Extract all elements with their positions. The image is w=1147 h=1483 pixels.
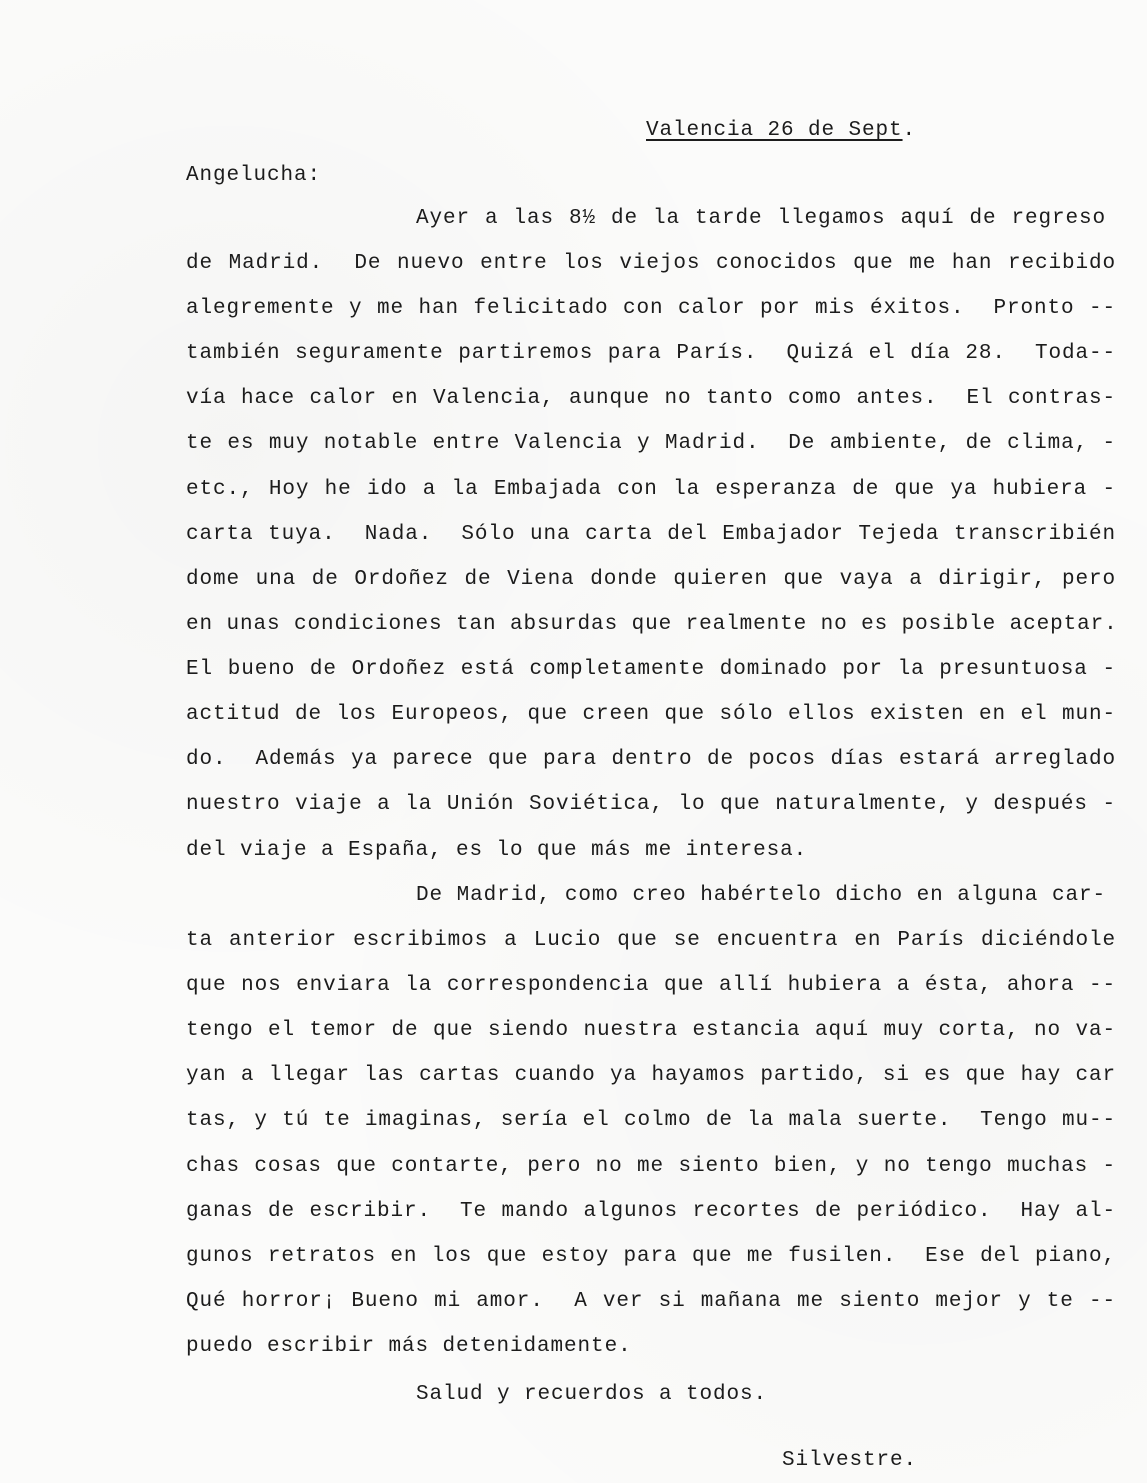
body-line: carta tuya. Nada. Sólo una carta del Embajador Tejeda transcribién [186, 523, 1116, 546]
body-line: ganas de escribir. Te mando algunos recortes de periódico. Hay al- [186, 1200, 1116, 1223]
body-line: ta anterior escribimos a Lucio que se encuentra en París diciéndole [186, 929, 1116, 952]
body-line: del viaje a España, es lo que más me interesa. [186, 839, 808, 862]
body-line: que nos enviara la correspondencia que allí hubiera a ésta, ahora -- [186, 974, 1116, 997]
body-line: Qué horror¡ Bueno mi amor. A ver si mañana me siento mejor y te -- [186, 1290, 1116, 1313]
body-line: do. Además ya parece que para dentro de pocos días estará arreglado [186, 748, 1116, 771]
date-place: Valencia 26 de Sept [646, 119, 903, 142]
body-line: en unas condiciones tan absurdas que realmente no es posible aceptar. [186, 613, 1118, 636]
body-line: tas, y tú te imaginas, sería el colmo de la mala suerte. Tengo mu-- [186, 1109, 1116, 1132]
body-line: yan a llegar las cartas cuando ya hayamos partido, si es que hay car [186, 1064, 1116, 1087]
body-line: dome una de Ordoñez de Viena donde quieren que vaya a dirigir, pero [186, 568, 1116, 591]
body-line: El bueno de Ordoñez está completamente dominado por la presuntuosa - [186, 658, 1116, 681]
body-line: actitud de los Europeos, que creen que sólo ellos existen en el mun- [186, 703, 1116, 726]
body-line: tengo el temor de que siendo nuestra estancia aquí muy corta, no va- [186, 1019, 1116, 1042]
body-line: te es muy notable entre Valencia y Madrid. De ambiente, de clima, - [186, 432, 1116, 455]
body-line: de Madrid. De nuevo entre los viejos conocidos que me han recibido [186, 252, 1116, 275]
body-line: alegremente y me han felicitado con calor por mis éxitos. Pronto -- [186, 297, 1116, 320]
body-line: etc., Hoy he ido a la Embajada con la esperanza de que ya hubiera - [186, 478, 1116, 501]
body-line: puedo escribir más detenidamente. [186, 1335, 632, 1358]
letter-date [646, 118, 916, 144]
date-period: . [902, 119, 917, 142]
body-line: también seguramente partiremos para París. Quizá el día 28. Toda-- [186, 342, 1116, 365]
salutation: Angelucha: [186, 164, 322, 187]
body-line: gunos retratos en los que estoy para que me fusilen. Ese del piano, [186, 1245, 1116, 1268]
body-line: De Madrid, como creo habértelo dicho en alguna car- [416, 884, 1106, 907]
body-line: chas cosas que contarte, pero no me siento bien, y no tengo muchas - [186, 1155, 1116, 1178]
body-line: vía hace calor en Valencia, aunque no tanto como antes. El contras- [186, 387, 1116, 410]
signature: Silvestre. [782, 1449, 918, 1472]
closing: Salud y recuerdos a todos. [416, 1383, 768, 1406]
body-line: Ayer a las 8½ de la tarde llegamos aquí de regreso [416, 207, 1106, 230]
body-line: nuestro viaje a la Unión Soviética, lo que naturalmente, y después - [186, 793, 1116, 816]
